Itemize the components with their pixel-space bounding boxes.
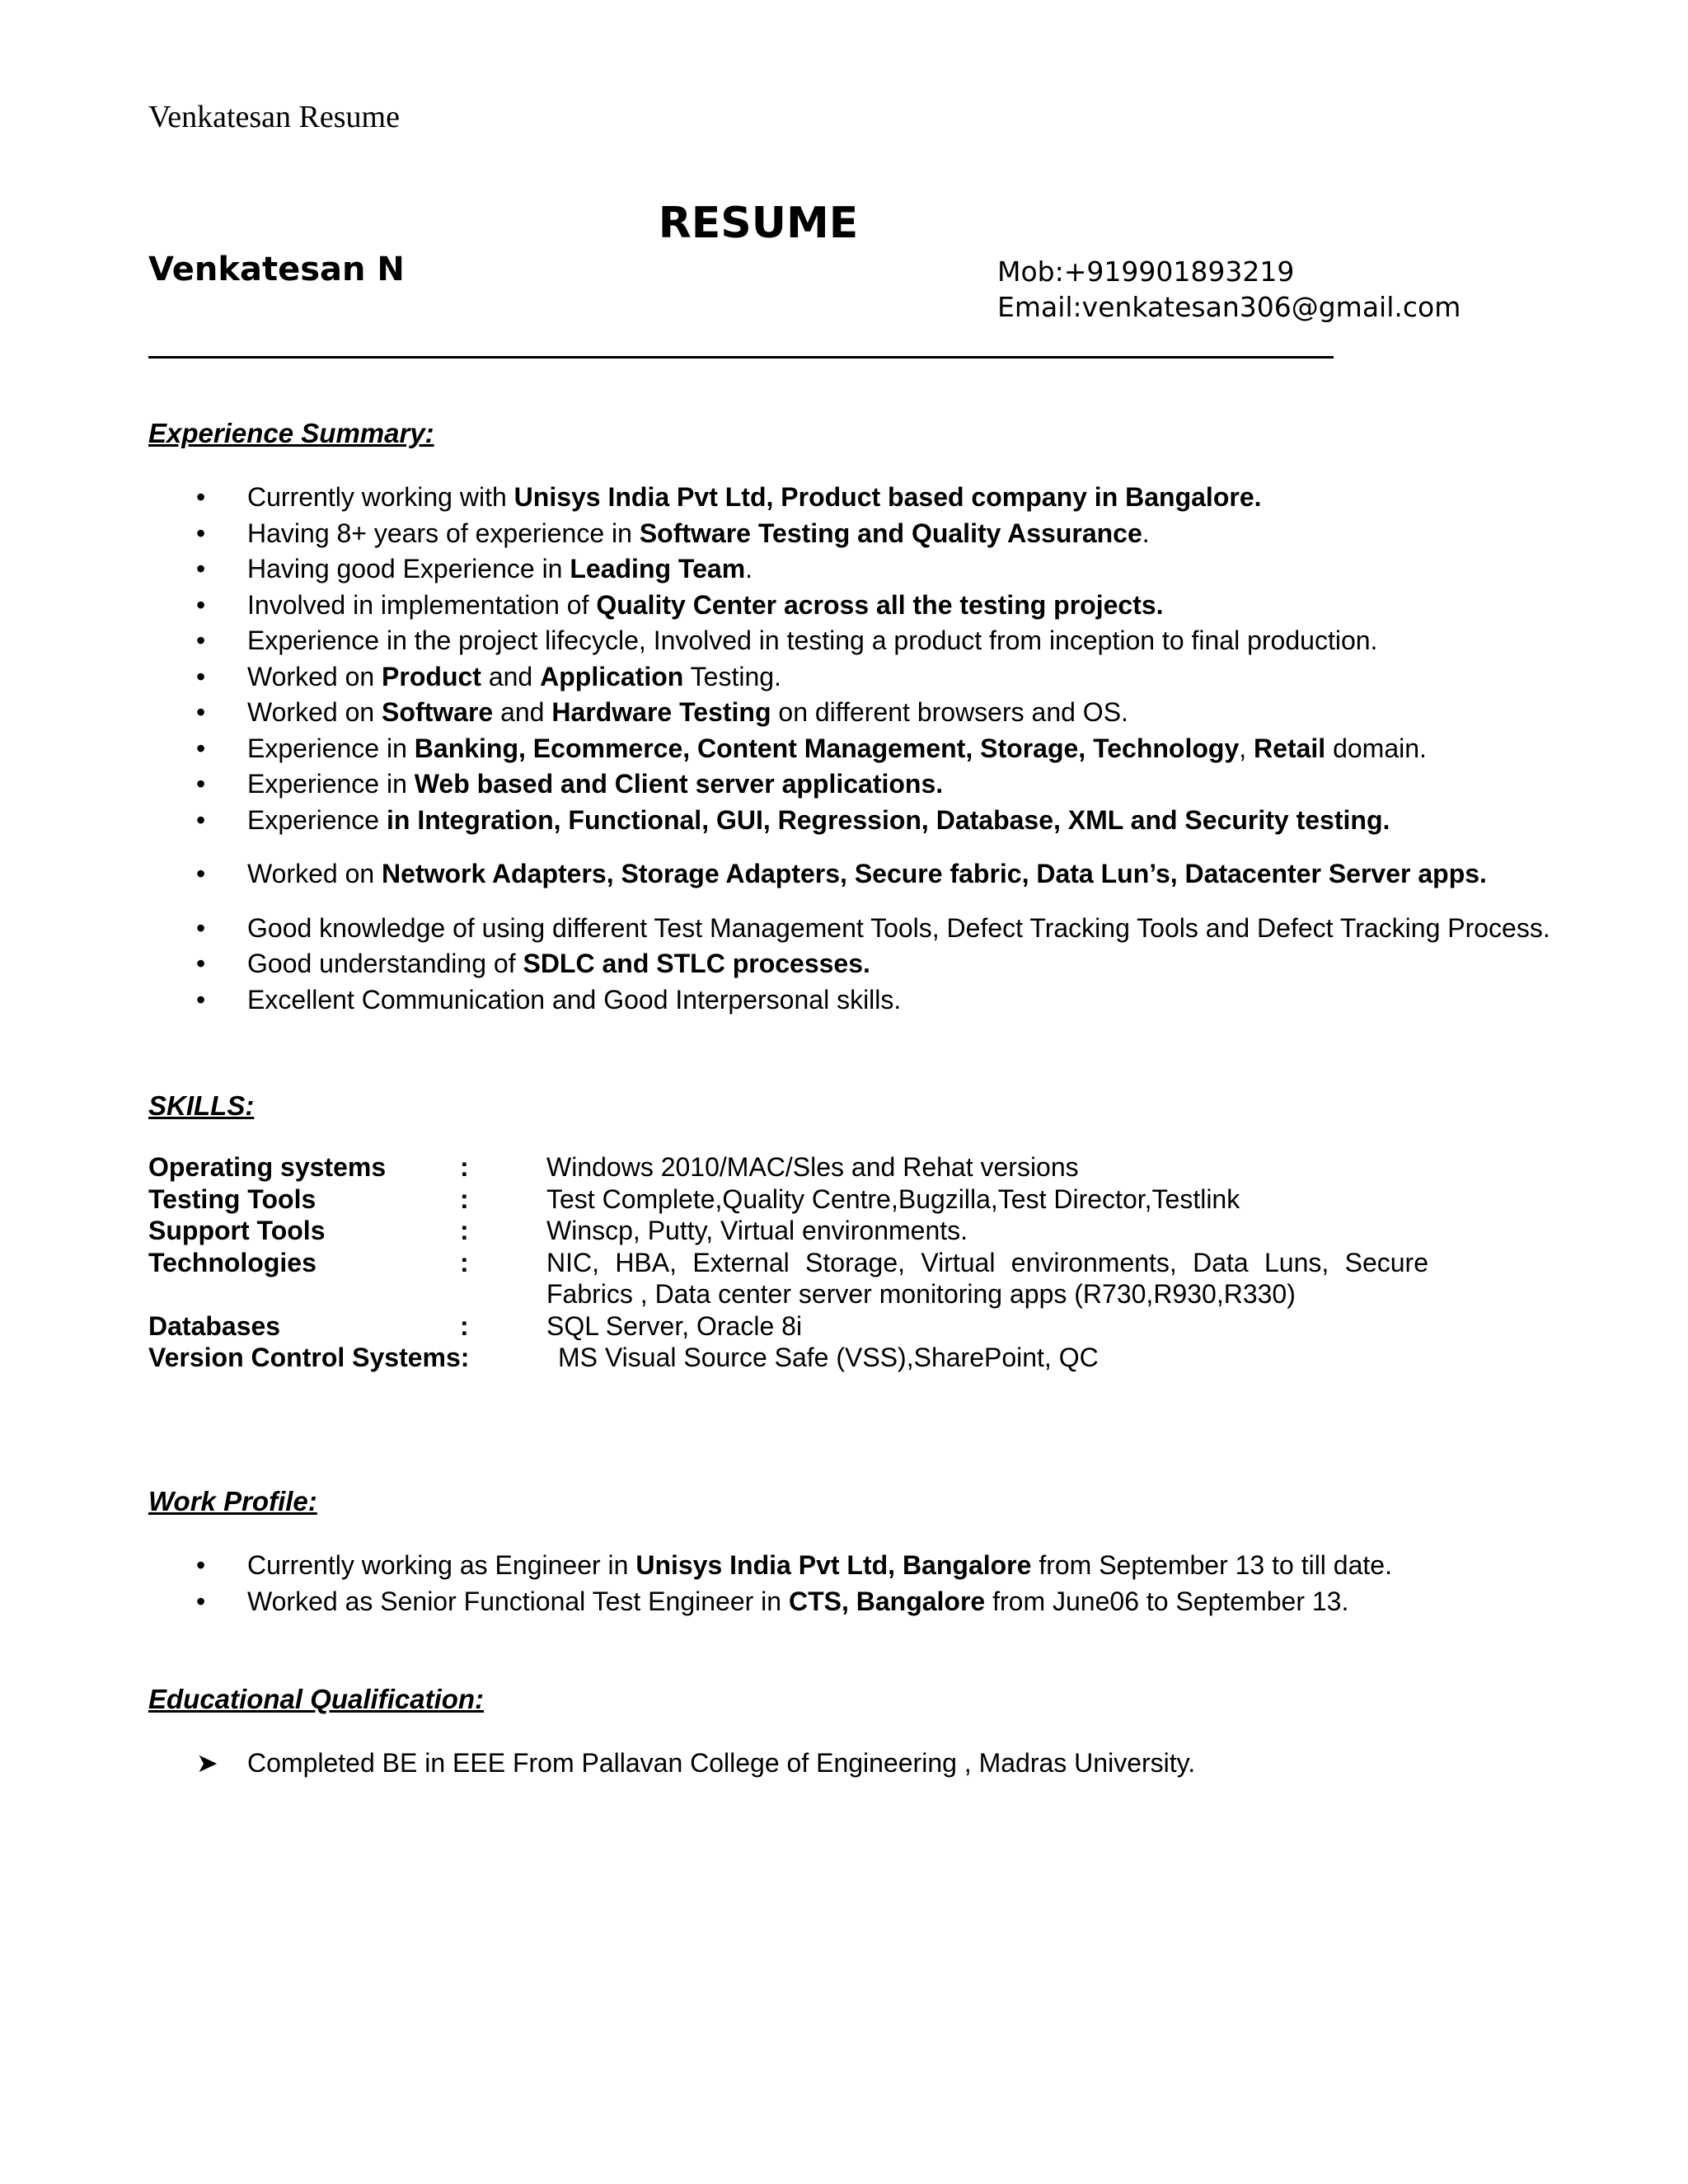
resume-title: RESUME — [658, 199, 859, 248]
bullet-icon: • — [196, 859, 206, 888]
skill-value: Windows 2010/MAC/Sles and Rehat versions — [546, 1152, 1079, 1182]
list-item: • Currently working with Unisys India Pvt Ltd, Product based company in Bangalore. — [148, 480, 1566, 516]
skills-table — [148, 1151, 1434, 1374]
work-profile-heading: Work Profile: — [148, 1486, 317, 1516]
skill-colon: : — [460, 1216, 469, 1245]
list-item: • Worked as Senior Functional Test Engineer in CTS, Bangalore from June06 to September 13. — [148, 1584, 1566, 1620]
list-item: • Experience in the project lifecycle, Involved in testing a product from inception to final production. — [148, 623, 1566, 659]
document-header: Venkatesan Resume — [148, 100, 400, 134]
arrow-bullet-icon: ➤ — [196, 1748, 218, 1778]
education-heading: Educational Qualification: — [148, 1684, 485, 1714]
list-item: • Good knowledge of using different Test Management Tools, Defect Tracking Tools and Defect Tracking Process. — [148, 911, 1566, 947]
list-item: • Having 8+ years of experience in Software Testing and Quality Assurance. — [148, 516, 1566, 552]
bullet-icon: • — [196, 1550, 206, 1580]
work-profile-list — [148, 1548, 1566, 1619]
bullet-icon: • — [196, 769, 206, 799]
skill-label: Testing Tools — [148, 1183, 316, 1214]
person-name: Venkatesan N — [148, 251, 405, 288]
list-item: • Worked on Product and Application Testing. — [148, 659, 1566, 696]
skill-row — [148, 1247, 1434, 1310]
list-item: ➤ Completed BE in EEE From Pallavan College of Engineering , Madras University. — [148, 1746, 1566, 1782]
skill-value: MS Visual Source Safe (VSS),SharePoint, QC — [558, 1343, 1099, 1372]
skill-label: Technologies — [148, 1247, 316, 1277]
skill-colon: : — [460, 1152, 469, 1182]
list-item: • Worked on Network Adapters, Storage Adapters, Secure fabric, Data Lun’s, Datacenter Server apps. — [148, 856, 1566, 893]
skill-colon: : — [460, 1247, 469, 1277]
education-list — [148, 1746, 1566, 1782]
skill-label: Version Control Systems: — [148, 1343, 470, 1372]
bullet-icon: • — [196, 804, 206, 835]
bullet-icon: • — [196, 912, 206, 943]
list-item: • Experience in Integration, Functional, GUI, Regression, Database, XML and Security testing. — [148, 803, 1566, 839]
skill-label: Databases — [148, 1310, 281, 1341]
list-item: • Currently working as Engineer in Unisys India Pvt Ltd, Bangalore from September 13 to till date. — [148, 1548, 1566, 1584]
list-item: • Worked on Software and Hardware Testing on different browsers and OS. — [148, 695, 1566, 731]
contact-block — [997, 254, 1461, 325]
mobile-number: Mob:+919901893219 — [997, 255, 1295, 288]
bullet-icon: • — [196, 482, 206, 512]
bullet-icon: • — [196, 949, 206, 978]
bullet-icon: • — [196, 1586, 206, 1616]
bullet-icon: • — [196, 697, 206, 727]
header-divider — [148, 356, 1334, 359]
bullet-icon: • — [196, 589, 206, 620]
bullet-icon: • — [196, 554, 206, 583]
list-item: • Experience in Web based and Client server applications. — [148, 766, 1566, 803]
skill-label: Support Tools — [148, 1216, 326, 1245]
bullet-icon: • — [196, 626, 206, 655]
skill-colon: : — [460, 1310, 469, 1341]
experience-list — [148, 480, 1566, 1018]
bullet-icon: • — [196, 661, 206, 691]
skill-row — [148, 1183, 1434, 1216]
skill-row — [148, 1310, 1434, 1343]
bullet-icon: • — [196, 733, 206, 763]
bullet-icon: • — [196, 984, 206, 1015]
list-item: • Experience in Banking, Ecommerce, Content Management, Storage, Technology, Retail domain. — [148, 731, 1566, 767]
list-item: • Excellent Communication and Good Interpersonal skills. — [148, 982, 1566, 1019]
skill-value: SQL Server, Oracle 8i — [546, 1310, 803, 1341]
skill-value: Test Complete,Quality Centre,Bugzilla,Test Director,Testlink — [546, 1183, 1240, 1214]
email-address: Email:venkatesan306@gmail.com — [997, 291, 1461, 323]
list-item: • Involved in implementation of Quality Center across all the testing projects. — [148, 588, 1566, 624]
list-item: • Having good Experience in Leading Team. — [148, 551, 1566, 588]
skill-value: NIC, HBA, External Storage, Virtual environments, Data Luns, Secure Fabrics , Data center server monitoring apps (R730,R930,R330) — [546, 1247, 1428, 1309]
skill-row — [148, 1215, 1434, 1247]
experience-heading: Experience Summary: — [148, 418, 434, 448]
skills-heading: SKILLS: — [148, 1090, 255, 1121]
skill-label: Operating systems — [148, 1152, 387, 1182]
skill-row — [148, 1342, 1434, 1374]
skill-colon: : — [460, 1183, 469, 1214]
list-item: • Good understanding of SDLC and STLC processes. — [148, 946, 1566, 982]
skill-value: Winscp, Putty, Virtual environments. — [546, 1216, 968, 1245]
skill-row — [148, 1151, 1434, 1183]
bullet-icon: • — [196, 518, 206, 548]
